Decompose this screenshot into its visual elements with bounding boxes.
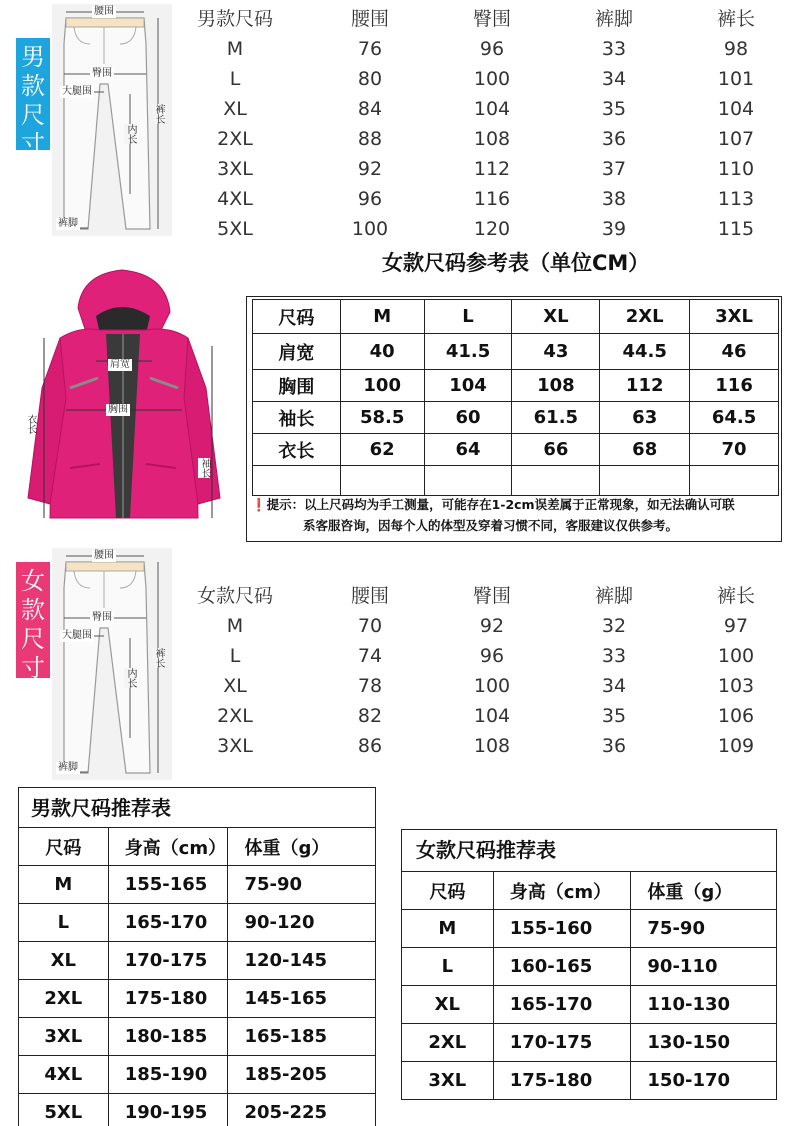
table-cell: 96	[357, 188, 383, 210]
table-row	[19, 1094, 376, 1126]
table-cell: 104	[473, 98, 511, 120]
table-cell: 130-150	[631, 1024, 777, 1062]
table-cell: M	[226, 38, 244, 60]
table-row	[19, 1056, 376, 1094]
men-pants-figure	[52, 4, 172, 236]
hem-label: 裤脚	[58, 762, 78, 773]
table-header-row	[180, 581, 780, 611]
table-cell: XL	[19, 942, 109, 980]
table-cell: 90-120	[228, 904, 376, 942]
waist-label: 腰围	[94, 6, 114, 17]
table-cell: 101	[717, 68, 755, 90]
table-header-row	[253, 300, 779, 334]
table-cell: 68	[600, 434, 690, 466]
table-cell: 5XL	[217, 218, 253, 240]
table-cell: 衣长	[253, 434, 341, 466]
table-cell: 98	[723, 38, 749, 60]
table-cell: 75-90	[228, 866, 376, 904]
table-row	[19, 1018, 376, 1056]
table-cell: 104	[717, 98, 755, 120]
table-cell: 109	[717, 735, 755, 757]
table-cell: 70	[690, 434, 779, 466]
header-cell: 男款尺码	[196, 8, 273, 30]
table-cell: 33	[601, 645, 627, 667]
table-cell: 100	[473, 68, 511, 90]
table-cell: 3XL	[402, 1062, 494, 1100]
hip-label: 臀围	[92, 68, 112, 79]
table-cell: 4XL	[19, 1056, 109, 1094]
table-cell: XL	[223, 98, 247, 120]
table-cell: 35	[601, 705, 627, 727]
women-size-badge	[16, 562, 50, 682]
table-cell: 110	[717, 158, 755, 180]
table-cell: 165-170	[493, 986, 631, 1024]
table-cell: 76	[357, 38, 383, 60]
table-cell: 104	[473, 705, 511, 727]
table-row	[253, 466, 779, 496]
table-cell: 2XL	[217, 705, 253, 727]
table-cell: 75-90	[631, 910, 777, 948]
header-cell: 裤脚	[594, 8, 633, 30]
table-row	[253, 334, 779, 370]
table-row	[402, 910, 777, 948]
header-cell: 腰围	[350, 585, 389, 607]
header-cell: 臀围	[472, 8, 511, 30]
table-cell: 2XL	[402, 1024, 494, 1062]
table-cell: M	[402, 910, 494, 948]
table-cell: 63	[600, 402, 690, 434]
table-cell: 100	[351, 218, 389, 240]
table-cell: 113	[717, 188, 755, 210]
table-cell: 2XL	[217, 128, 253, 150]
men-size-badge-text: 男款尺寸	[21, 43, 45, 158]
table-row	[402, 1062, 777, 1100]
table-cell: 155-165	[108, 866, 228, 904]
header-cell: 腰围	[350, 8, 389, 30]
table-cell: 100	[717, 645, 755, 667]
table-row	[19, 942, 376, 980]
men-recommend-table	[18, 827, 376, 1126]
table-cell: 80	[357, 68, 383, 90]
table-row	[19, 980, 376, 1018]
header-cell: 尺码	[19, 828, 109, 866]
table-cell: 185-205	[228, 1056, 376, 1094]
header-cell: 体重（g）	[228, 828, 376, 866]
table-cell: 100	[473, 675, 511, 697]
table-cell: 107	[717, 128, 755, 150]
header-cell: 裤脚	[594, 585, 633, 607]
table-cell: M	[226, 615, 244, 637]
table-cell: 116	[473, 188, 511, 210]
table-cell: 4XL	[217, 188, 253, 210]
table-cell: 38	[601, 188, 627, 210]
table-cell: 165-170	[108, 904, 228, 942]
header-cell: 裤长	[716, 8, 755, 30]
table-cell: 34	[601, 675, 627, 697]
table-cell: 108	[473, 735, 511, 757]
table-row	[180, 701, 780, 731]
table-header-row	[19, 828, 376, 866]
table-row	[180, 641, 780, 671]
table-cell: 97	[723, 615, 749, 637]
header-cell: M	[340, 300, 424, 334]
hem-label: 裤脚	[58, 218, 78, 229]
table-cell: 106	[717, 705, 755, 727]
table-row	[253, 370, 779, 402]
header-cell: 尺码	[253, 300, 341, 334]
table-cell: 170-175	[108, 942, 228, 980]
table-cell: 39	[601, 218, 627, 240]
chest-label: 胸围	[108, 404, 128, 415]
table-row	[253, 434, 779, 466]
table-cell: 100	[340, 370, 424, 402]
table-cell: 120	[473, 218, 511, 240]
table-cell: 170-175	[493, 1024, 631, 1062]
table-cell	[424, 466, 512, 496]
table-cell: 33	[601, 38, 627, 60]
table-cell: 43	[512, 334, 600, 370]
table-cell: 3XL	[19, 1018, 109, 1056]
table-cell: 36	[601, 735, 627, 757]
men-recommend-title: 男款尺码推荐表	[31, 796, 171, 820]
sleeve-label: 袖长	[199, 458, 210, 478]
table-cell	[600, 466, 690, 496]
table-cell: 78	[357, 675, 383, 697]
table-cell: 58.5	[340, 402, 424, 434]
table-cell: 44.5	[600, 334, 690, 370]
waist-label: 腰围	[94, 550, 114, 561]
table-cell: 112	[473, 158, 511, 180]
women-recommend-table	[401, 871, 777, 1100]
table-cell	[253, 466, 341, 496]
table-cell: L	[19, 904, 109, 942]
table-cell: 84	[357, 98, 383, 120]
table-cell: 185-190	[108, 1056, 228, 1094]
table-cell: 66	[512, 434, 600, 466]
inseam-label: 内长	[125, 124, 136, 144]
table-row	[180, 731, 780, 761]
table-cell: 36	[601, 128, 627, 150]
table-cell: 103	[717, 675, 755, 697]
table-cell: 70	[357, 615, 383, 637]
table-row	[180, 94, 780, 124]
table-cell: L	[229, 68, 241, 90]
table-cell: 160-165	[493, 948, 631, 986]
table-cell: 3XL	[217, 158, 253, 180]
tip-line-2: 系客服咨询，因每个人的体型及穿着习惯不同，客服建议仅供参考。	[303, 518, 679, 533]
header-cell: 2XL	[600, 300, 690, 334]
table-cell: 108	[512, 370, 600, 402]
table-cell: 96	[479, 645, 505, 667]
shoulder-label: 肩宽	[110, 359, 130, 370]
table-cell: 155-160	[493, 910, 631, 948]
thigh-label: 大腿围	[62, 86, 92, 97]
header-cell: L	[424, 300, 512, 334]
table-cell: 2XL	[19, 980, 109, 1018]
jacket-length-label: 衣长	[25, 414, 36, 434]
table-cell: 34	[601, 68, 627, 90]
table-cell: 74	[357, 645, 383, 667]
table-cell: 110-130	[631, 986, 777, 1024]
jacket-chart-title: 女款尺码参考表（单位CM）	[382, 251, 650, 275]
table-cell: 40	[340, 334, 424, 370]
table-row	[402, 986, 777, 1024]
header-cell: 女款尺码	[196, 585, 273, 607]
table-cell: 64	[424, 434, 512, 466]
table-cell: 205-225	[228, 1094, 376, 1126]
table-row	[402, 1024, 777, 1062]
table-cell: 120-145	[228, 942, 376, 980]
header-cell: 3XL	[690, 300, 779, 334]
table-cell: 88	[357, 128, 383, 150]
thigh-label: 大腿围	[62, 630, 92, 641]
table-cell: XL	[223, 675, 247, 697]
table-cell	[512, 466, 600, 496]
table-cell: 190-195	[108, 1094, 228, 1126]
table-cell: 46	[690, 334, 779, 370]
table-cell: M	[19, 866, 109, 904]
table-cell: 96	[479, 38, 505, 60]
table-row	[180, 154, 780, 184]
table-cell: L	[229, 645, 241, 667]
table-cell: 90-110	[631, 948, 777, 986]
table-row	[180, 214, 780, 244]
table-cell: XL	[402, 986, 494, 1024]
header-cell: 臀围	[472, 585, 511, 607]
table-cell: 175-180	[493, 1062, 631, 1100]
table-row	[253, 402, 779, 434]
table-cell: 108	[473, 128, 511, 150]
women-size-badge-text: 女款尺寸	[21, 567, 45, 682]
table-cell: 61.5	[512, 402, 600, 434]
table-cell: 112	[600, 370, 690, 402]
table-cell	[690, 466, 779, 496]
table-cell: 肩宽	[253, 334, 341, 370]
table-row	[180, 611, 780, 641]
table-cell: 37	[601, 158, 627, 180]
table-cell: 5XL	[19, 1094, 109, 1126]
table-row	[180, 34, 780, 64]
header-cell: XL	[512, 300, 600, 334]
table-row	[180, 64, 780, 94]
header-cell: 体重（g）	[631, 872, 777, 910]
table-cell: 86	[357, 735, 383, 757]
header-cell: 身高（cm）	[108, 828, 228, 866]
table-cell: 60	[424, 402, 512, 434]
table-cell: 92	[479, 615, 505, 637]
table-cell: 116	[690, 370, 779, 402]
table-cell: 115	[717, 218, 755, 240]
table-cell: 62	[340, 434, 424, 466]
length-label: 裤长	[153, 648, 164, 668]
table-cell: 175-180	[108, 980, 228, 1018]
table-cell	[340, 466, 424, 496]
table-header-row	[402, 872, 777, 910]
table-cell: 150-170	[631, 1062, 777, 1100]
table-header-row	[180, 4, 780, 34]
header-cell: 尺码	[402, 872, 494, 910]
women-recommend-title: 女款尺码推荐表	[416, 838, 556, 862]
jacket-figure	[20, 268, 230, 540]
table-cell: 145-165	[228, 980, 376, 1018]
table-cell: 胸围	[253, 370, 341, 402]
table-cell: 104	[424, 370, 512, 402]
table-cell: 64.5	[690, 402, 779, 434]
men-size-badge	[16, 38, 50, 158]
table-cell: L	[402, 948, 494, 986]
inseam-label: 内长	[125, 668, 136, 688]
table-row	[402, 948, 777, 986]
table-cell: 3XL	[217, 735, 253, 757]
table-row	[19, 904, 376, 942]
table-cell: 165-185	[228, 1018, 376, 1056]
table-cell: 袖长	[253, 402, 341, 434]
table-cell: 35	[601, 98, 627, 120]
header-cell: 裤长	[716, 585, 755, 607]
table-cell: 32	[601, 615, 627, 637]
table-cell: 41.5	[424, 334, 512, 370]
header-cell: 身高（cm）	[493, 872, 631, 910]
table-row	[180, 124, 780, 154]
hip-label: 臀围	[92, 612, 112, 623]
table-cell: 82	[357, 705, 383, 727]
measurement-tip	[251, 494, 781, 536]
table-row	[180, 184, 780, 214]
jacket-size-table	[252, 299, 779, 496]
table-cell: 180-185	[108, 1018, 228, 1056]
tip-line-1: ❗提示：以上尺码均为手工测量，可能存在1-2cm误差属于正常现象，如无法确认可联	[251, 497, 735, 512]
length-label: 裤长	[153, 104, 164, 124]
table-cell: 92	[357, 158, 383, 180]
table-row	[180, 671, 780, 701]
table-row	[19, 866, 376, 904]
women-pants-figure	[52, 548, 172, 780]
